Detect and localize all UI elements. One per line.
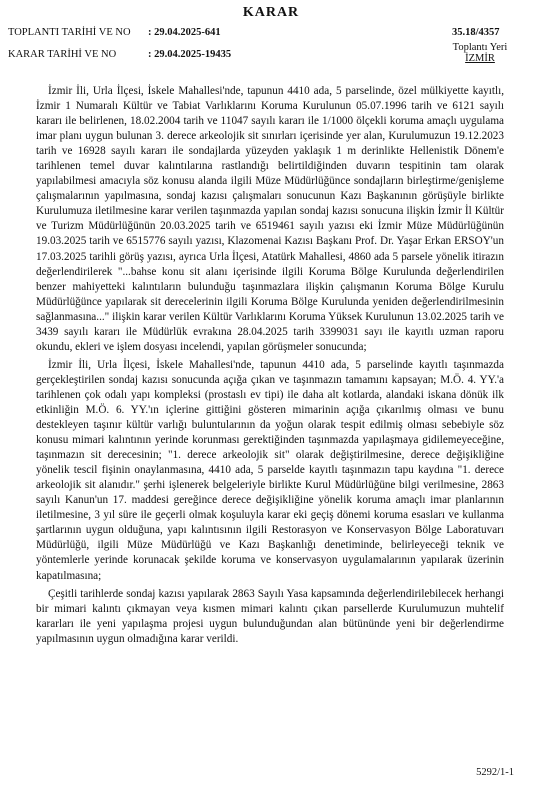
meeting-date-row xyxy=(8,27,221,38)
meeting-date-value: : 29.04.2025-641 xyxy=(148,27,221,38)
meeting-place xyxy=(440,42,520,64)
paragraph-1: İzmir İli, Urla İlçesi, İskele Mahallesi'nde, tapunun 4410 ada, 5 parselinde, özel mülkiyette kayıtlı, İzmir 1 Numaralı Kültür ve Tabiat Varlıklarını Koruma Kurulunun 05.07.1996 tarih ve 6121 sayılı kararı ile belirlenen, 18.02.2004 tarih ve 11047 sayılı kararı ile 1/1000 ölçekli koruma amaçlı uygulama imar planı uygun bulunan 3. derece arkeolojik sit sınırları içerisinde yer alan, Kurulumuzun 19.12.2023 tarih ve 16928 sayılı kararı ile sondajlarda yüzeyden yaklaşık 1 m derinlikte Hellenistik Dönem'e tarihlenen temel duvar kalıntılarına rastlandığı belirtildiğinden duvarın tespitinin tam olarak yapılabilmesi amacıyla söz konusu alanda ilgili Müze Müdürlüğünce sondajların birleştirme/genişleme çalışmalarının yapılmasına, sondaj kazısı çalışmaları sonucunun Kazı Başkanının görüşüyle birlikte Kurulumuza iletilmesine karar verilen taşınmazda yapılan sondaj kazısı sonucuna ilişkin İzmir İl Kültür ve Turizm Müdürlüğünün 20.03.2025 tarih ve 6519461 sayılı yazısı eki İzmir Müze Müdürlüğünün 19.03.2025 tarih ve 6515776 sayılı yazısı, Klazomenai Kazısı Başkanı Prof. Dr. Yaşar Erkan ERSOY'un 17.03.2025 tarihli görüş yazısı, ayrıca Urla İlçesi, Atatürk Mahallesi, 4860 ada 5 parsele yönelik itirazın değerlendirilerek "...bahse konu sit alanı içerisinde ilgili Koruma Bölge Kurulunda değerlendirilen benzer mahiyetteki kalıntıların bulunduğu taşınmazlara ilişkin çalışmanın Koruma Bölge Kurulu Müdürlüğünce yapılarak sit derecelerinin ilgili Koruma Bölge Kurulunda yeniden değerlendirilmesinin sağlanmasına..." ilişkin karar verilen Kültür Varlıklarını Koruma Yüksek Kurulunun 13.02.2025 tarih ve 3439 sayılı kararı ile Müdürlük evrakına 28.04.2025 tarih 3399031 sayı ile kayıtlı uzman raporu okundu, ekleri ve işlem dosyası incelendi, yapılan görüşmeler sonucunda; xyxy=(36,85,504,353)
paragraph-2: İzmir İli, Urla İlçesi, İskele Mahallesi'nde, tapunun 4410 ada, 5 parselinde kayıtlı taşınmazda gerçekleştirilen sondaj kazısı sonucunda açığa çıkan ve taşınmazın tamamını kapsayan; M.Ö. 4. YY.'a tarihlenen çok odalı yapı kompleksi (prostaslı ev tipi) ile daha alt kotlarda, alandaki iskana dönük ilk etkinliğin M.Ö. 6. YY.'ın içlerine gittiğini gösteren mimarinin açığa çıkarılmış olması ve bunu destekleyen taşınır kültür varlığı buluntularının da yoğun olarak tespit edilmiş olması sebebiyle söz konusu mimari kalıntının yerinde korunması gerektiğinden taşınmazda yapılaşmaya gidilemeyeceğine, taşınmazın sit derecesinin; "1. derece arkeolojik sit" olarak değiştirilmesine, derece değişikliğine yönelik tescil fişinin onaylanmasına, 4410 ada, 5 parselde kayıtlı taşınmazın tapu kaydına "1. derece arkeolojik sit alanıdır." şerhi işlenerek belgeleriyle birlikte Kurul Müdürlüğüne bilgi verilmesine, 2863 sayılı Kanun'un 17. maddesi gereğince derece değişikliğine yönelik koruma amaçlı imar planlarının iletilmesine, 3 yıl süre ile geçerli olmak koşuluyla karar eki geçiş dönemi koruma esasları ve kullanma şartlarının uygun olduğuna, yapı kalıntısının ilgili Restorasyon ve Konservasyon Bölge Laboratuvarı Müdürlüğü, ilgili Müze Müdürlüğü ve Kazı Başkanlığı denetiminde, belirleyeceği teknik ve yöntemlerle yerinde korunacak şekilde koruma ve konservasyon uygulamalarının yapılarak üzerinin kapatılmasına; xyxy=(36,358,504,582)
meeting-date-label: TOPLANTI TARİHİ VE NO xyxy=(8,27,131,38)
decision-body xyxy=(36,84,504,650)
meeting-place-value: İZMİR xyxy=(465,53,495,64)
file-number: 35.18/4357 xyxy=(452,27,500,38)
paragraph-3: Çeşitli tarihlerde sondaj kazısı yapılarak 2863 Sayılı Yasa kapsamında değerlendirilebilecek herhangi bir mimari kalıntı çıkmayan veya kısmen mimari kalıntı çıkan parsellerde Kurulumuzun muhtelif kararları ile yeni yapılaşma projesi uygun bulunduğundan alan bütününde yeni bir değerlendirme yapılmasının uygun olmadığına karar verildi. xyxy=(36,587,504,645)
decision-date-row xyxy=(8,49,232,60)
decision-date-value: : 29.04.2025-19435 xyxy=(148,49,232,60)
meeting-place-label: Toplantı Yeri xyxy=(452,42,508,53)
decision-date-label: KARAR TARİHİ VE NO xyxy=(8,49,117,60)
document-title: KARAR xyxy=(242,5,300,20)
footer-code: 5292/1-1 xyxy=(476,767,514,778)
